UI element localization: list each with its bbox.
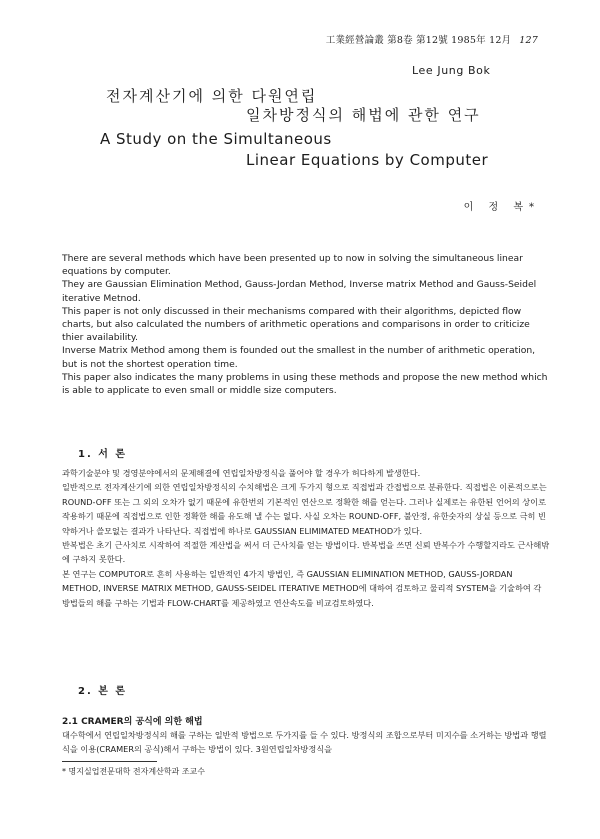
title-en-line-1: A Study on the Simultaneous: [100, 130, 332, 148]
abstract-paragraph: Inverse Matrix Method among them is founded out the smallest in the number of arithmetic operation, but is not the shortest operation time.: [62, 345, 536, 370]
subsection-heading: 2.1 CRAMER의 공식에 의한 해법: [62, 717, 203, 727]
title-en-line-2: Linear Equations by Computer: [246, 151, 489, 169]
abstract-paragraph: There are several methods which have been presented up to now in solving the simultaneous linear equations by computer.: [62, 253, 523, 278]
body-paragraph: 본 연구는 COMPUTOR로 흔히 사용하는 일반적인 4가지 방법인, 즉 GAUSSIAN ELIMINATION METHOD, GAUSS-JORDAN METHOD, INVERSE MATRIX METHOD, GAUSS-SEIDEL ITERATIVE METHOD에 대하여 검토하고 물리적 SYSTEM을 기술하여 각 방법들의 해를 구하는 기법과 FLOW-CHART를 제공하였고 연산속도를 비교검토하였다.: [62, 568, 542, 608]
section-1-body: [62, 466, 550, 610]
body-paragraph: 대수학에서 연립일차방정식의 해를 구하는 일반적 방법으로 두가지를 들 수 있다. 방정식의 조합으로부터 미지수를 소거하는 방법과 행렬식을 이용(CRAMER의 공식)해서 구하는 방법이 있다. 3원연립일차방정식을: [62, 730, 547, 755]
body-paragraph: 일반적으로 전자계산기에 의한 연립일차방정식의 수치해법은 크게 두가지 형으로 직접법과 간접법으로 분류한다. 직접법은 이론적으로는 ROUND-OFF 또는 그 외의 오차가 없기 때문에 유한번의 기본적인 연산으로 정확한 해를 얻는다. 그러나 실제로는 유한된 언어의 상이로 작용하기 때문에 직접법으로 인한 정확한 해를 유도해 낼 수는 없다. 사실 오차는 ROUND-OFF, 불안정, 유한숫자의 상실 등으로 극히 빈약하거나 쓸모없는 결과가 나타난다. 직접법에 하나로 GAUSSIAN ELIMIMATED MEATHOD가 있다.: [62, 482, 547, 536]
abstract: [62, 252, 550, 397]
abstract-paragraph: This paper is not only discussed in their mechanisms compared with their algorithms, depicted flow charts, but also calculated the numbers of arithmetic operations and comparisons in order to criticize thier availability.: [62, 305, 530, 344]
abstract-paragraph: This paper also indicates the many problems in using these methods and propose the new method which is able to applicate to even small or middle size computers.: [62, 371, 548, 397]
footnote-rule: [62, 761, 157, 762]
running-header: [326, 32, 538, 46]
title-ko-line-1: 전자계산기에 의한 다원연립: [106, 87, 318, 105]
author-name-ko: 이 정 복*: [463, 202, 540, 213]
page-number: 127: [519, 35, 538, 46]
journal-running-head: 工業經營論叢 第8卷 第12號 1985年 12月: [325, 35, 512, 46]
abstract-paragraph: They are Gaussian Elimination Method, Gauss-Jordan Method, Inverse matrix Method and Gauss-Seidel iterative Metnod.: [62, 279, 537, 304]
section-heading-main: 2. 본 론: [78, 686, 128, 697]
body-paragraph: 반복법은 초기 근사치로 시작하여 적절한 계산법을 써서 더 근사치를 얻는 방법이다. 반복법을 쓰면 신뢰 반복수가 수행할지라도 근사해밖에 구하지 못한다.: [62, 540, 550, 565]
section-2-body: [62, 728, 550, 757]
title-ko-line-2: 일차방정식의 해법에 관한 연구: [246, 106, 481, 124]
section-heading-introduction: 1. 서 론: [78, 449, 128, 460]
author-name-en: Lee Jung Bok: [412, 64, 491, 77]
footnote: * 명지실업전문대학 전자계산학과 조교수: [62, 767, 206, 776]
body-paragraph: 과학기술분야 및 경영분야에서의 문제해결에 연립일차방정식을 풀어야 할 경우가 허다하게 발생한다.: [62, 468, 421, 478]
